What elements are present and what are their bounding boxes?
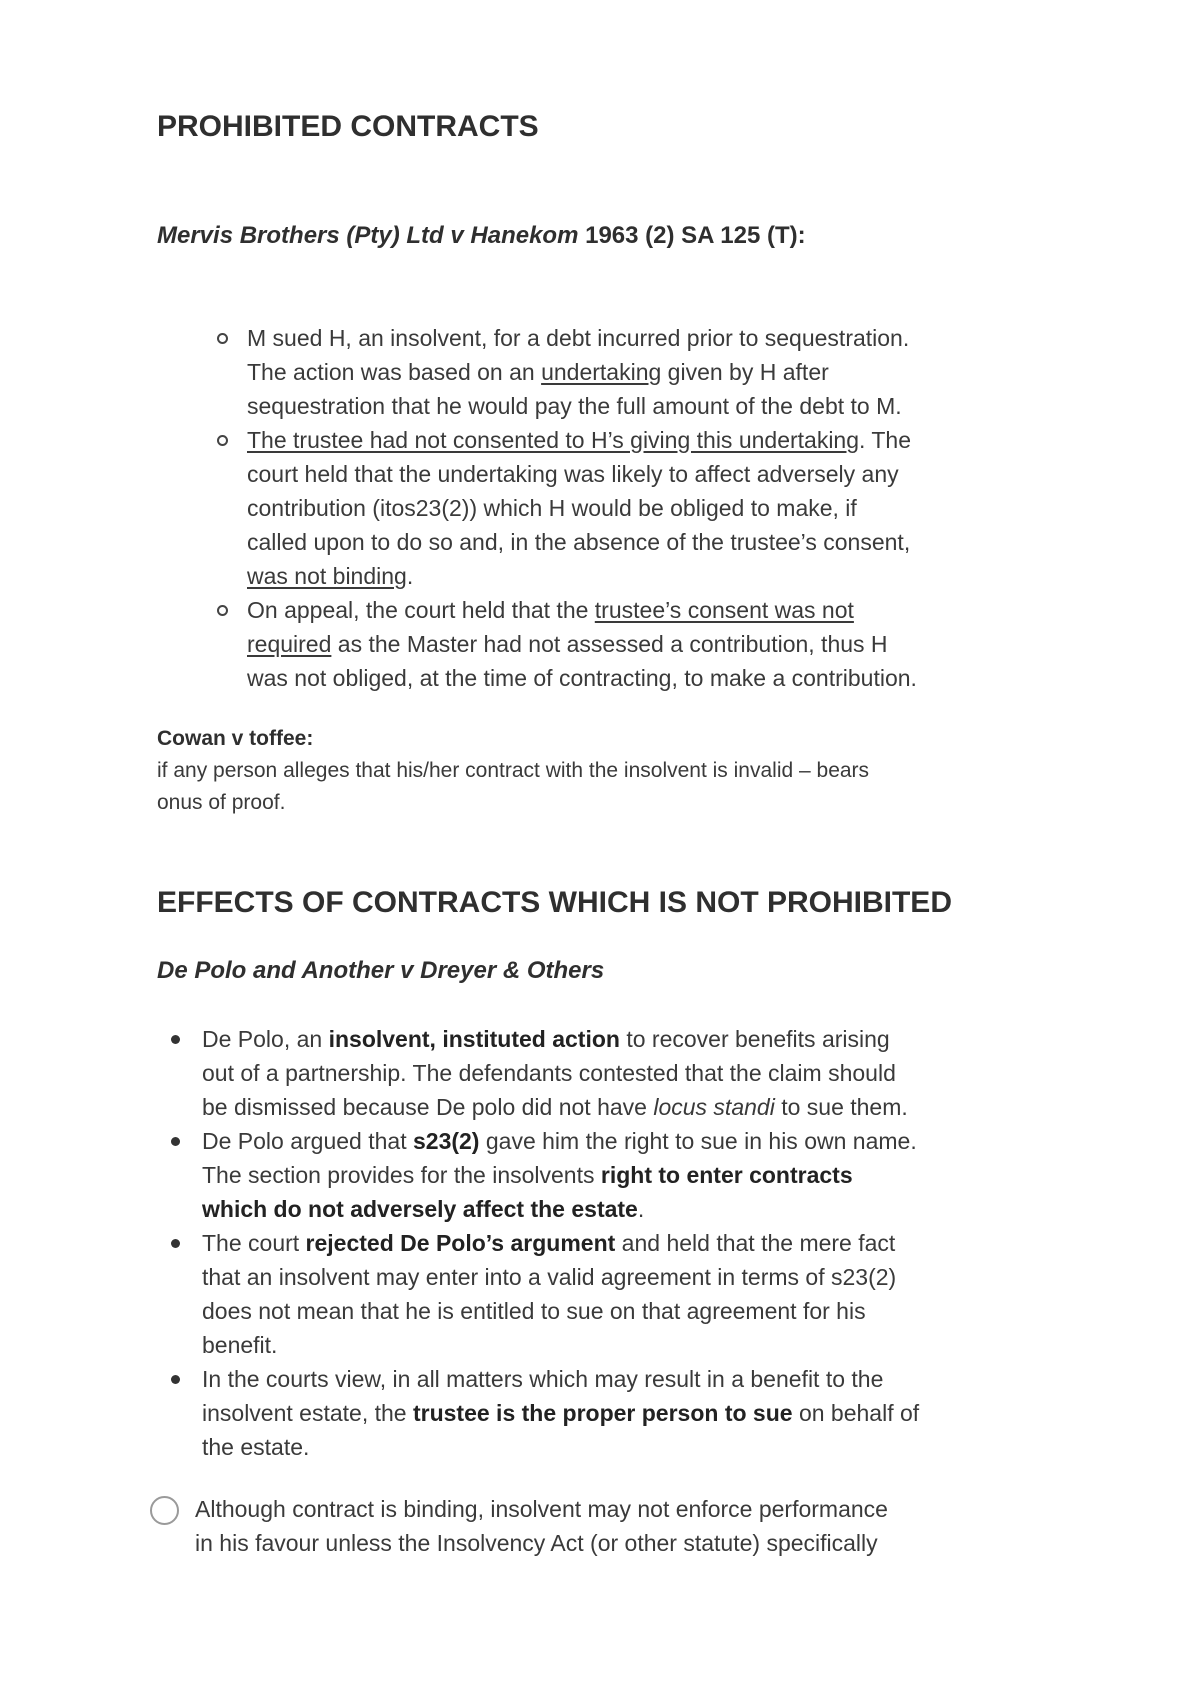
- line: the estate.: [202, 1434, 310, 1460]
- text: On appeal, the court held that the: [247, 597, 595, 623]
- bold-text: which do not adversely affect the estate: [202, 1196, 638, 1222]
- hollow-bullet-icon: [217, 333, 228, 344]
- text: The court: [202, 1230, 306, 1256]
- line: called upon to do so and, in the absence of the trustee’s consent,: [247, 529, 911, 555]
- italic-text: locus standi: [653, 1094, 775, 1120]
- line: [202, 1158, 919, 1192]
- line: [247, 593, 917, 627]
- underlined-text: required: [247, 631, 332, 657]
- case-name: De Polo and Another v Dreyer & Others: [157, 957, 605, 984]
- line: Although contract is binding, insolvent may not enforce performance: [195, 1496, 888, 1522]
- text: .: [637, 1196, 645, 1222]
- bold-text: s23(2): [412, 1128, 480, 1154]
- line: [202, 1022, 919, 1056]
- line: if any person alleges that his/her contract with the insolvent is invalid – bears: [157, 759, 870, 782]
- line: onus of proof.: [157, 791, 286, 814]
- case-title-de-polo: [157, 957, 604, 985]
- text: to recover benefits arising: [619, 1026, 890, 1052]
- line: [202, 1396, 919, 1430]
- line: benefit.: [202, 1332, 278, 1358]
- text: as the Master had not assessed a contribution, thus H: [331, 631, 888, 657]
- case-name: Mervis Brothers (Pty) Ltd v Hanekom: [157, 222, 579, 249]
- bold-text: trustee is the proper person to sue: [412, 1400, 793, 1426]
- line: [247, 559, 917, 593]
- underlined-text: trustee’s consent was not: [594, 597, 854, 623]
- bullet-icon: [171, 1137, 180, 1146]
- todo-text: [195, 1492, 888, 1560]
- text: The action was based on an: [247, 359, 542, 385]
- line: that an insolvent may enter into a valid agreement in terms of s23(2): [202, 1264, 897, 1290]
- hollow-bullet-icon: [217, 605, 228, 616]
- text: De Polo, an: [202, 1026, 329, 1052]
- heading-effects-of-contracts: EFFECTS OF CONTRACTS WHICH IS NOT PROHIBITED: [157, 886, 952, 919]
- cowan-paragraph: [157, 755, 869, 819]
- line: court held that the undertaking was likely to affect adversely any: [247, 461, 899, 487]
- text: De Polo argued that: [202, 1128, 413, 1154]
- line: In the courts view, in all matters which may result in a benefit to the: [202, 1366, 884, 1392]
- line: sequestration that he would pay the full amount of the debt to M.: [247, 393, 902, 419]
- cowan-heading: Cowan v toffee:: [157, 727, 314, 750]
- text: to sue them.: [774, 1094, 908, 1120]
- line: [247, 355, 917, 389]
- text: .: [406, 563, 414, 589]
- list-item: [247, 321, 917, 423]
- text: The section provides for the insolvents: [202, 1162, 601, 1188]
- line: does not mean that he is entitled to sue on that agreement for his: [202, 1298, 866, 1324]
- list-item: [202, 1362, 919, 1464]
- line: was not obliged, at the time of contracting, to make a contribution.: [247, 665, 917, 691]
- de-polo-list: [202, 1022, 919, 1464]
- todo-checkbox[interactable]: [150, 1496, 179, 1525]
- text: and held that the mere fact: [615, 1230, 896, 1256]
- line: [202, 1192, 919, 1226]
- text: . The: [859, 427, 912, 453]
- bullet-icon: [171, 1035, 180, 1044]
- line: M sued H, an insolvent, for a debt incurred prior to sequestration.: [247, 325, 910, 351]
- line: in his favour unless the Insolvency Act (or other statute) specifically: [195, 1530, 878, 1556]
- case-title-mervis: [157, 222, 806, 250]
- heading-prohibited-contracts: PROHIBITED CONTRACTS: [157, 110, 539, 143]
- line: out of a partnership. The defendants contested that the claim should: [202, 1060, 896, 1086]
- case-citation: 1963 (2) SA 125 (T):: [578, 222, 806, 249]
- list-item: [202, 1124, 919, 1226]
- list-item: [247, 593, 917, 695]
- line: [202, 1226, 919, 1260]
- bullet-icon: [171, 1239, 180, 1248]
- bold-text: insolvent, instituted action: [328, 1026, 620, 1052]
- line: [202, 1124, 919, 1158]
- bold-text: right to enter contracts: [600, 1162, 853, 1188]
- underlined-text: undertaking: [541, 359, 662, 385]
- hollow-bullet-icon: [217, 435, 228, 446]
- bold-text: rejected De Polo’s argument: [305, 1230, 616, 1256]
- text: gave him the right to sue in his own name.: [479, 1128, 917, 1154]
- list-item: [247, 423, 917, 593]
- line: [247, 423, 917, 457]
- list-item: [202, 1022, 919, 1124]
- text: given by H after: [661, 359, 829, 385]
- underlined-text: The trustee had not consented to H’s giving this undertaking: [247, 427, 860, 453]
- bullet-icon: [171, 1375, 180, 1384]
- list-item: [202, 1226, 919, 1362]
- mervis-list: [247, 321, 917, 695]
- text: be dismissed because De polo did not have: [202, 1094, 654, 1120]
- text: insolvent estate, the: [202, 1400, 413, 1426]
- line: contribution (itos23(2)) which H would be obliged to make, if: [247, 495, 857, 521]
- text: on behalf of: [792, 1400, 920, 1426]
- line: [247, 627, 917, 661]
- line: [202, 1090, 919, 1124]
- underlined-text: was not binding: [247, 563, 407, 589]
